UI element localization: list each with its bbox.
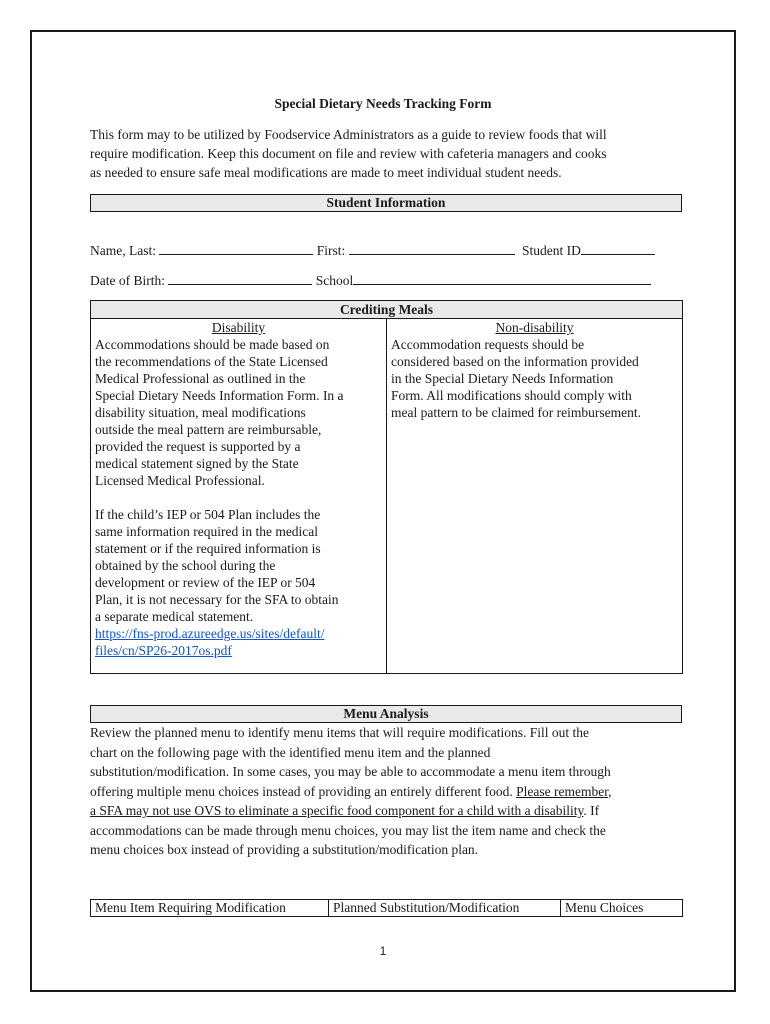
form-title: Special Dietary Needs Tracking Form [274, 96, 492, 111]
planned-substitution-column-header: Planned Substitution/Modification [329, 900, 561, 917]
iep-line: same information required in the medical [95, 524, 319, 539]
intro-line: This form may to be utilized by Foodservice Administrators as a guide to review foods that will [90, 127, 607, 142]
menu-analysis-line [90, 801, 690, 821]
disability-line: Special Dietary Needs Information Form. In a [95, 388, 344, 403]
disability-line: Medical Professional as outlined in the [95, 371, 306, 386]
school-field[interactable] [353, 272, 651, 285]
ovs-reminder: Please remember, [516, 783, 612, 799]
nondisability-line: in the Special Dietary Needs Information [391, 371, 614, 386]
disability-line: Accommodations should be made based on [95, 337, 330, 352]
menu-analysis-line: accommodations can be made through menu choices, you may list the item name and check the [90, 822, 606, 838]
disability-line: disability situation, meal modifications [95, 405, 306, 420]
menu-item-column-header: Menu Item Requiring Modification [91, 900, 329, 917]
dob-field[interactable] [168, 272, 312, 285]
page-number: 1 [379, 944, 387, 958]
disability-heading: Disability [211, 320, 266, 335]
iep-line: Plan, it is not necessary for the SFA to obtain [95, 592, 339, 607]
menu-analysis-line: Review the planned menu to identify menu items that will require modifications. Fill out the [90, 725, 590, 740]
menu-choices-column-header: Menu Choices [561, 900, 683, 917]
disability-line: outside the meal pattern are reimbursable, [95, 422, 322, 437]
nondisability-cell [387, 319, 683, 674]
ovs-reminder: a SFA may not use OVS to eliminate a specific food component for a child with a disability [90, 803, 584, 818]
disability-line: medical statement signed by the State [95, 456, 299, 471]
name-row [90, 242, 655, 259]
name-last-label: Name, Last: [90, 243, 156, 258]
nondisability-line: meal pattern to be claimed for reimbursement. [391, 405, 642, 420]
nondisability-heading: Non-disability [495, 320, 574, 335]
disability-text [95, 336, 382, 489]
sp26-link-line[interactable]: files/cn/SP26-2017os.pdf [95, 643, 232, 658]
intro-line: require modification. Keep this document on file and review with cafeteria managers and cooks [90, 146, 607, 161]
school-label: School [315, 273, 354, 288]
iep-line: a separate medical statement. [95, 609, 254, 624]
intro-line: as needed to ensure safe meal modifications are made to meet individual student needs. [90, 165, 562, 180]
student-id-label: Student ID [522, 243, 581, 258]
intro-paragraph [90, 125, 682, 182]
menu-analysis-paragraph [90, 723, 690, 860]
menu-analysis-text: . If [583, 803, 600, 818]
disability-line: the recommendations of the State Licensed [95, 354, 328, 369]
iep-line: If the child’s IEP or 504 Plan includes the [95, 507, 321, 522]
iep-line: development or review of the IEP or 504 [95, 575, 316, 590]
first-name-label: First: [316, 243, 346, 258]
document-page [30, 30, 736, 992]
name-last-field[interactable] [159, 242, 313, 255]
menu-analysis-line: menu choices box instead of providing a substitution/modification plan. [90, 842, 479, 857]
menu-analysis-text: offering multiple menu choices instead of providing an entirely different food. [90, 783, 517, 799]
iep-line: statement or if the required information is [95, 541, 321, 556]
menu-analysis-line: substitution/modification. In some cases, you may be able to accommodate a menu item through [90, 764, 611, 779]
sp26-link-line[interactable]: https://fns-prod.azureedge.us/sites/default/ [95, 626, 325, 641]
disability-line: provided the request is supported by a [95, 439, 301, 454]
nondisability-text [391, 336, 678, 421]
nondisability-line: Accommodation requests should be [391, 337, 585, 352]
iep-text [95, 506, 382, 625]
menu-analysis-line [90, 782, 690, 802]
student-id-field[interactable] [581, 242, 655, 255]
crediting-meals-table [90, 300, 683, 674]
menu-analysis-header: Menu Analysis [90, 705, 682, 723]
dob-school-row [90, 272, 651, 289]
iep-line: obtained by the school during the [95, 558, 276, 573]
student-information-header: Student Information [90, 194, 682, 212]
sp26-link[interactable] [95, 625, 382, 659]
menu-modification-table [90, 899, 683, 917]
dob-label: Date of Birth: [90, 273, 165, 288]
disability-cell [91, 319, 387, 674]
disability-line: Licensed Medical Professional. [95, 473, 265, 488]
menu-analysis-line: chart on the following page with the identified menu item and the planned [90, 744, 491, 760]
first-name-field[interactable] [349, 242, 515, 255]
nondisability-line: considered based on the information provided [391, 354, 639, 369]
nondisability-line: Form. All modifications should comply with [391, 388, 632, 403]
crediting-meals-header: Crediting Meals [91, 301, 683, 319]
